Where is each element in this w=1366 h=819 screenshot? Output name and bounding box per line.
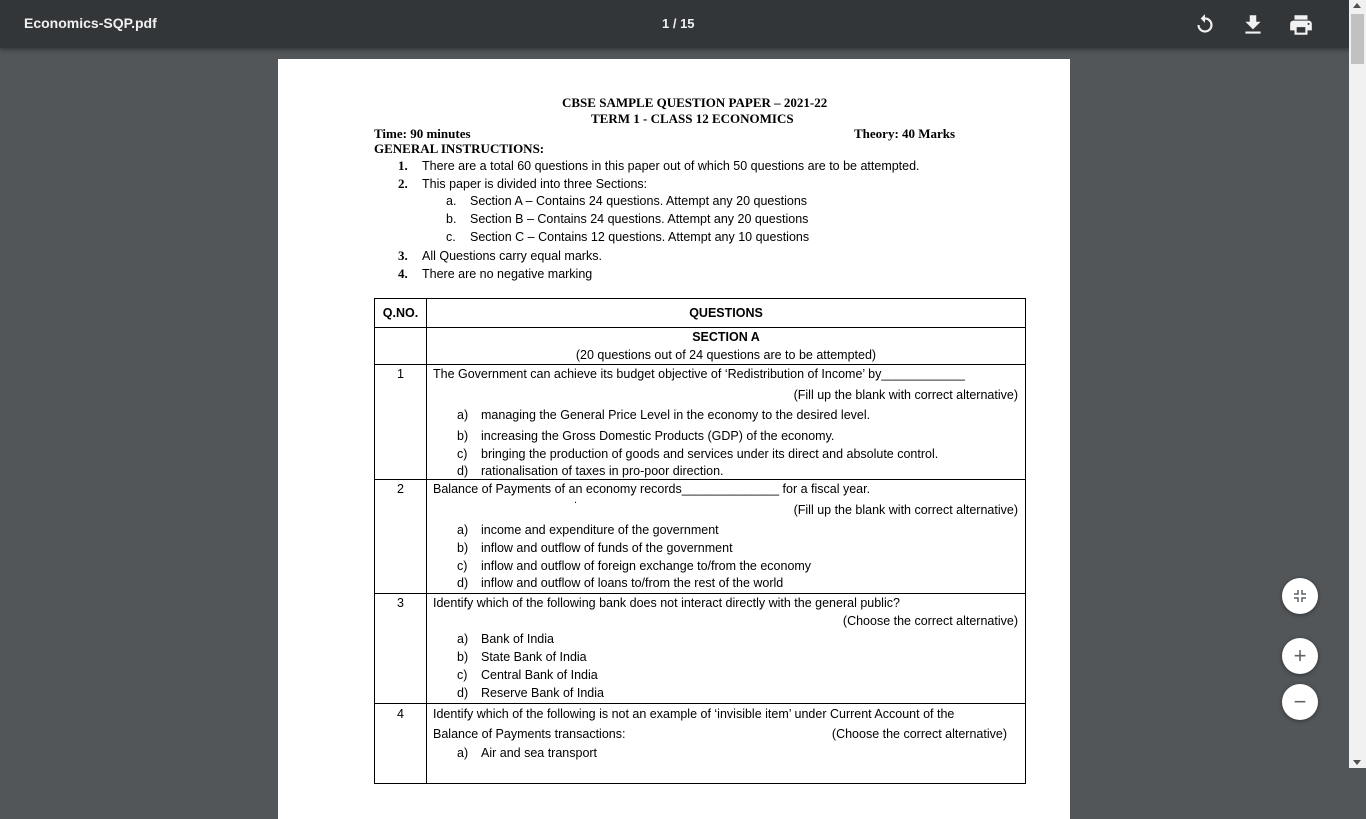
answer-option: b) increasing the Gross Domestic Products (GDP) of the economy. [457,429,835,443]
pdf-page [278,59,1070,819]
time-label: Time: 90 minutes [374,126,471,141]
download-button[interactable] [1240,12,1266,38]
stray-dot: . [574,494,578,506]
answer-option: c) Central Bank of India [457,668,598,682]
question-text: Identify which of the following bank does not interact directly with the general public? [433,596,900,610]
page-indicator[interactable]: 1 / 15 [662,16,695,31]
fit-to-page-icon [1292,588,1308,604]
column-header-qno: Q.NO. [375,299,427,328]
rotate-button[interactable] [1192,12,1218,38]
marks-label: Theory: 40 Marks [854,126,956,141]
question-text: The Government can achieve its budget objective of ‘Redistribution of Income’ by____________ [433,367,965,381]
section-note: (20 questions out of 24 questions are to be attempted) [575,348,877,362]
zoom-in-button[interactable]: + [1282,638,1318,674]
questions-table [374,298,1026,784]
answer-option: a) managing the General Price Level in the economy to the desired level. [457,408,871,422]
paper-subtitle: TERM 1 - CLASS 12 ECONOMICS [591,111,794,126]
answer-option: c) bringing the production of goods and services under its direct and absolute control. [457,447,939,461]
scrollbar-thumb[interactable] [1351,14,1364,64]
print-icon [1288,12,1314,38]
section-item: a. Section A – Contains 24 questions. Attempt any 20 questions [446,194,808,208]
zoom-out-button[interactable]: − [1282,684,1318,720]
scroll-up-arrow-icon[interactable] [1353,3,1361,8]
answer-option: b) State Bank of India [457,650,587,664]
instructions-heading: GENERAL INSTRUCTIONS: [374,141,545,156]
answer-option: d) inflow and outflow of loans to/from the rest of the world [457,576,784,590]
download-icon [1240,12,1266,38]
section-heading: SECTION A [692,330,760,344]
table-row: 2 Balance of Payments of an economy records______________ for a fiscal year. . (Fill up the blank with correct alternative) a) income and expenditure of the government b) inflow and outflow of funds of the government c) inflow and outflow of foreign exchange to/from the economy d) inflow and outflow of loans to/from the rest of the world [375,480,1026,594]
question-text-continued: Balance of Payments transactions: [433,727,626,741]
answer-option: d) rationalisation of taxes in pro-poor direction. [457,464,724,478]
section-item: b. Section B – Contains 24 questions. Attempt any 20 questions [446,212,809,226]
rotate-icon [1192,12,1218,38]
question-instruction: (Choose the correct alternative) [831,727,1007,741]
answer-option: d) Reserve Bank of India [457,686,604,700]
question-instruction: (Choose the correct alternative) [842,614,1018,628]
answer-option: b) inflow and outflow of funds of the government [457,541,733,555]
question-instruction: (Fill up the blank with correct alternative) [793,503,1018,517]
instruction-item: 3. All Questions carry equal marks. [398,248,602,263]
pdf-toolbar [0,0,1366,48]
file-name: Economics-SQP.pdf [24,15,157,31]
table-row: 3 Identify which of the following bank does not interact directly with the general public? (Choose the correct alternative) a) Bank of India b) State Bank of India c) Central Bank of India d) Reserve Bank of India [375,594,1026,704]
table-row: 1 The Government can achieve its budget objective of ‘Redistribution of Income’ by____________ (Fill up the blank with correct alternative) a) managing the General Price Level in the economy to the desired level. b) increasing the Gross Domestic Products (GDP) of the economy. c) bringing the production of goods and services under its direct and absolute control. d) rationalisation of taxes in pro-poor direction. [375,365,1026,480]
table-row: 4 Identify which of the following is not an example of ‘invisible item’ under Current Account of the Balance of Payments transactions: (Choose the correct alternative) a) Air and sea transport [375,704,1026,784]
print-button[interactable] [1288,12,1314,38]
answer-option: a) Air and sea transport [457,746,598,760]
section-item: c. Section C – Contains 12 questions. Attempt any 10 questions [446,230,810,244]
instruction-item: 2. This paper is divided into three Sections: [398,176,648,191]
column-header-questions: QUESTIONS [427,299,1026,328]
question-instruction: (Fill up the blank with correct alternative) [793,388,1018,402]
vertical-scrollbar[interactable] [1349,0,1366,768]
scroll-down-arrow-icon[interactable] [1353,760,1361,765]
instruction-item: 1. There are a total 60 questions in this paper out of which 50 questions are to be attempted. [398,158,920,173]
question-text: Identify which of the following is not an example of ‘invisible item’ under Current Account of the [433,707,955,721]
answer-option: a) income and expenditure of the government [457,523,719,537]
answer-option: a) Bank of India [457,632,554,646]
answer-option: c) inflow and outflow of foreign exchange to/from the economy [457,559,812,573]
instruction-item: 4. There are no negative marking [398,266,593,281]
question-text: Balance of Payments of an economy records______________ for a fiscal year. [433,482,871,496]
paper-title: CBSE SAMPLE QUESTION PAPER – 2021-22 [562,95,828,110]
fit-to-page-button[interactable] [1282,578,1318,614]
